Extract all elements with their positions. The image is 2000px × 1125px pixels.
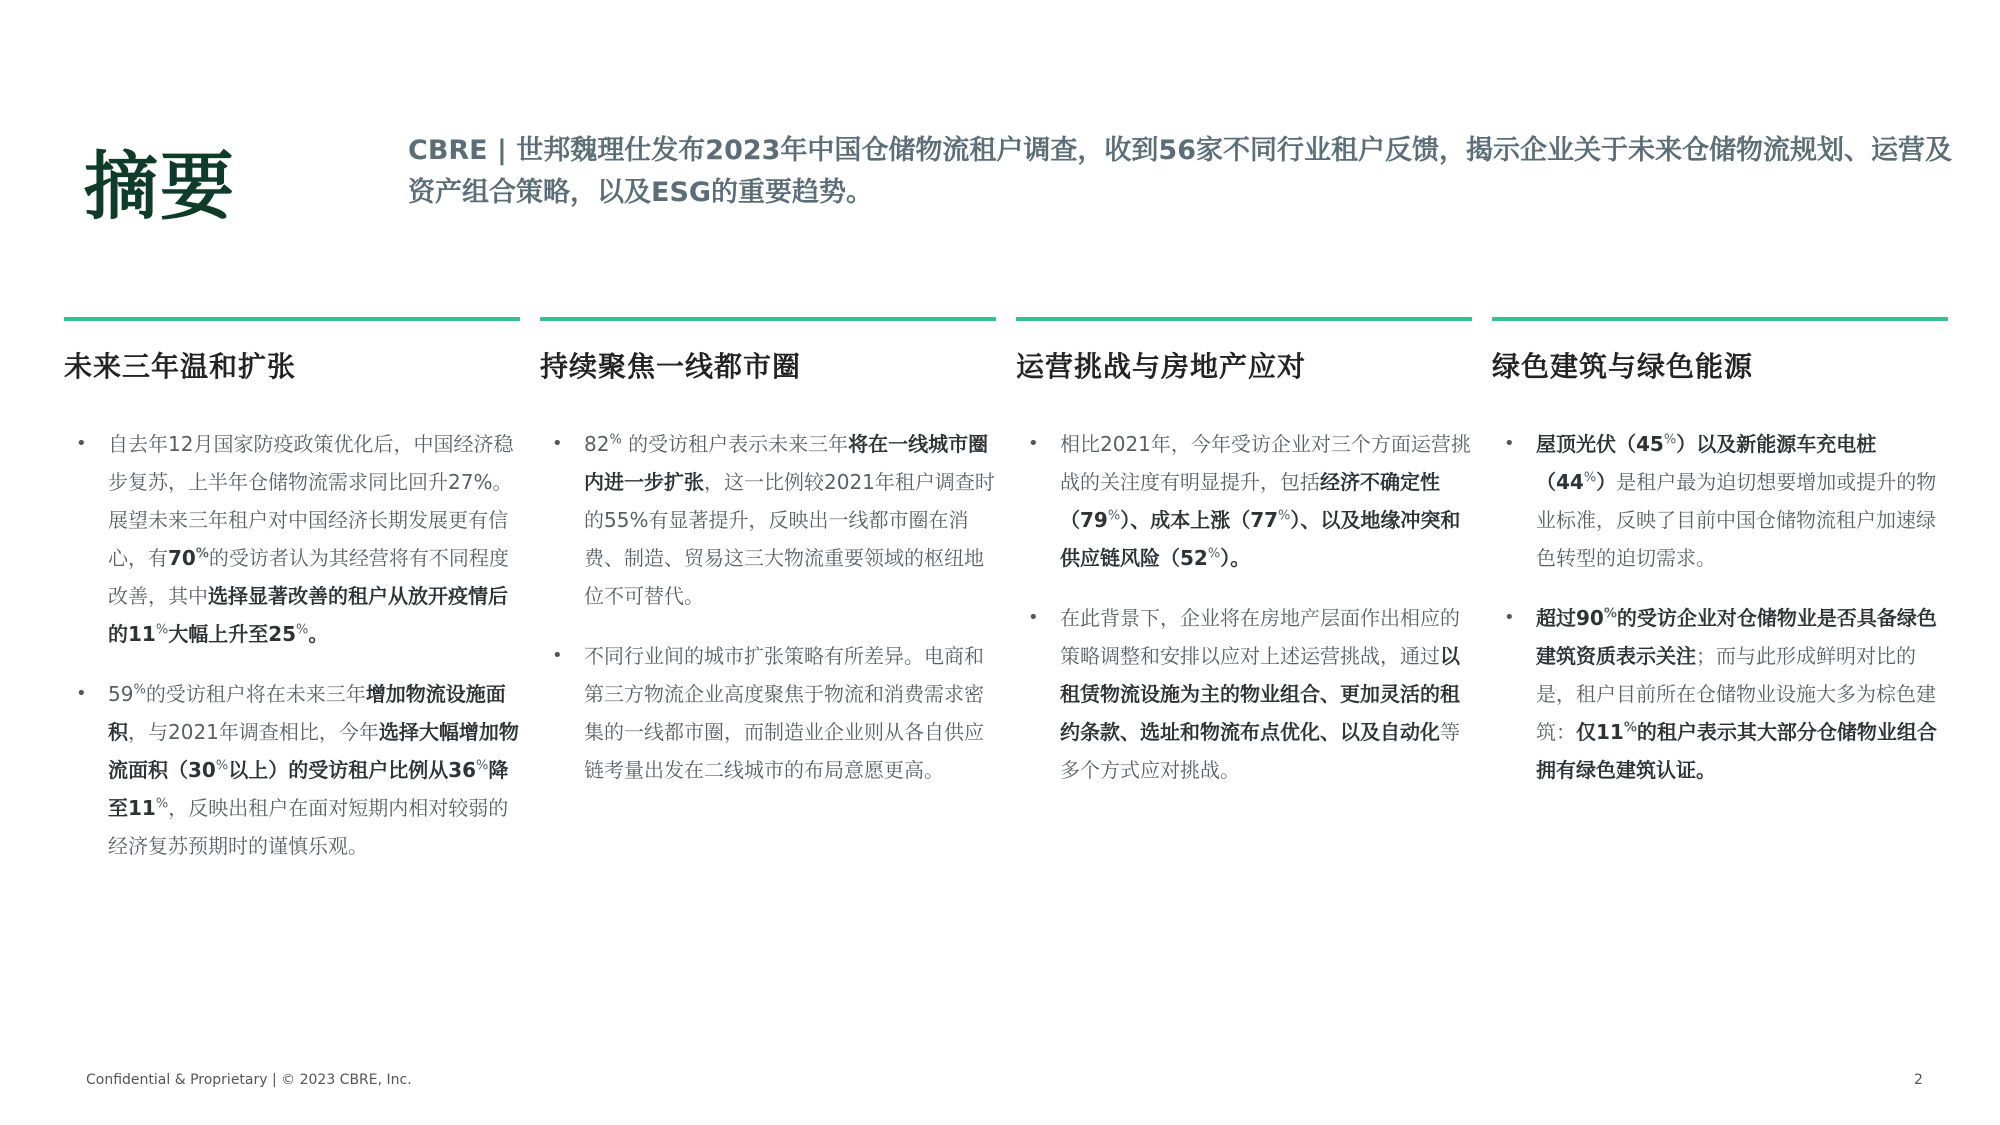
text-run: ，与2021年调查相比，今年 bbox=[128, 720, 379, 744]
bullet-dot-icon: • bbox=[1504, 433, 1515, 454]
percent-superscript: % bbox=[1107, 508, 1121, 524]
column-tier1-cities bbox=[540, 317, 996, 811]
percent-superscript: % bbox=[155, 622, 169, 638]
bold-text-run: 超过90 bbox=[1536, 606, 1604, 630]
text-run: 是租户最为迫切想要增加或提升的物业标准，反映了目前中国仓储物流租户加速绿色转型的迫切需求。 bbox=[1536, 470, 1937, 570]
bullet-list bbox=[64, 425, 520, 865]
percent-superscript: % bbox=[609, 432, 622, 448]
footer-copyright: Confidential & Proprietary | © 2023 CBRE, Inc. bbox=[86, 1072, 412, 1088]
text-run: 的受访租户表示未来三年 bbox=[621, 432, 849, 456]
text-run: ；而与此形成鲜明对比的是，租户目前所在仓储物业设施大多为棕色建筑： bbox=[1536, 644, 1936, 744]
bullet-item bbox=[1492, 599, 1948, 789]
text-run: 在此背景下，企业将在房地产层面作出相应的策略调整和安排以应对上述运营挑战，通过 bbox=[1060, 606, 1460, 668]
bullet-item bbox=[540, 637, 996, 789]
column-accent-rule bbox=[1016, 317, 1472, 321]
bullet-item bbox=[1016, 425, 1472, 577]
bold-text-run: ） bbox=[1596, 470, 1617, 494]
percent-superscript: % bbox=[195, 546, 209, 562]
column-accent-rule bbox=[540, 317, 996, 321]
bold-text-run: 70 bbox=[168, 546, 196, 570]
bold-text-run: 将在一线城市圈内进一步扩张 bbox=[584, 432, 989, 494]
bullet-dot-icon: • bbox=[76, 433, 87, 454]
percent-superscript: % bbox=[1623, 720, 1637, 736]
bullet-item bbox=[540, 425, 996, 615]
percent-superscript: % bbox=[155, 796, 169, 812]
bold-text-run: 大幅上升至25 bbox=[168, 622, 297, 646]
column-operations bbox=[1016, 317, 1472, 811]
bold-text-run: ）。 bbox=[1220, 546, 1251, 570]
text-run: 的受访者认为其经营将有不同程度改善，其中 bbox=[108, 546, 509, 608]
page-number: 2 bbox=[1914, 1072, 1923, 1088]
bold-text-run: 以上）的受访租户比例从36 bbox=[228, 758, 477, 782]
bold-text-run: 。 bbox=[308, 622, 329, 646]
text-run: 等多个方式应对挑战。 bbox=[1060, 720, 1460, 782]
column-heading: 未来三年温和扩张 bbox=[64, 350, 297, 383]
text-run: 82 bbox=[584, 432, 610, 456]
bullet-dot-icon: • bbox=[1028, 607, 1039, 628]
column-heading: 绿色建筑与绿色能源 bbox=[1492, 350, 1754, 383]
bullet-dot-icon: • bbox=[76, 683, 87, 704]
percent-superscript: % bbox=[1663, 432, 1677, 448]
percent-superscript: % bbox=[296, 622, 309, 638]
percent-superscript: % bbox=[1603, 606, 1617, 622]
bold-text-run: 降至11 bbox=[108, 758, 509, 820]
intro-text: CBRE | 世邦魏理仕发布2023年中国仓储物流租户调查，收到56家不同行业租户反馈，揭示企业关于未来仓储物流规划、运营及资产组合策略，以及ESG的重要趋势。 bbox=[408, 135, 1953, 208]
column-heading: 持续聚焦一线都市圈 bbox=[540, 350, 802, 383]
bullet-item bbox=[1492, 425, 1948, 577]
percent-superscript: % bbox=[476, 758, 489, 774]
bullet-dot-icon: • bbox=[552, 645, 563, 666]
bullet-list bbox=[1016, 425, 1472, 789]
text-run: ，反映出租户在面对短期内相对较弱的经济复苏预期时的谨慎乐观。 bbox=[108, 796, 509, 858]
bullet-list bbox=[1492, 425, 1948, 789]
bullet-item bbox=[1016, 599, 1472, 789]
text-run: ，这一比例较2021年租户调查时的55%有显著提升，反映出一线都市圈在消费、制造、贸易这三大物流重要领域的枢纽地位不可替代。 bbox=[584, 470, 995, 608]
bullet-item bbox=[64, 675, 520, 865]
column-expansion bbox=[64, 317, 520, 887]
bold-text-run: 屋顶光伏（45 bbox=[1536, 432, 1664, 456]
bullet-dot-icon: • bbox=[1504, 607, 1515, 628]
page-title: 摘要 bbox=[84, 144, 236, 230]
column-heading: 运营挑战与房地产应对 bbox=[1016, 350, 1307, 383]
text-run: 不同行业间的城市扩张策略有所差异。电商和第三方物流企业高度聚焦于物流和消费需求密集的一线都市圈，而制造业企业则从各自供应链考量出发在二线城市的布局意愿更高。 bbox=[584, 644, 984, 782]
bold-text-run: 选择大幅增加物流面积（30 bbox=[108, 720, 519, 782]
percent-superscript: % bbox=[1583, 470, 1597, 486]
column-accent-rule bbox=[64, 317, 520, 321]
bold-text-run: ）、成本上涨（77 bbox=[1120, 508, 1279, 532]
column-accent-rule bbox=[1492, 317, 1948, 321]
bullet-item bbox=[64, 425, 520, 653]
bold-text-run: 的租户表示其大部分仓储物业组合拥有绿色建筑认证。 bbox=[1536, 720, 1937, 782]
bold-text-run: 仅11 bbox=[1576, 720, 1624, 744]
bold-text-run: 经济不确定性（79 bbox=[1060, 470, 1440, 532]
bullet-dot-icon: • bbox=[1028, 433, 1039, 454]
percent-superscript: % bbox=[1207, 546, 1221, 562]
percent-superscript: % bbox=[133, 682, 146, 698]
percent-superscript: % bbox=[215, 758, 229, 774]
bold-text-run: ）、以及地缘冲突和供应链风险（52 bbox=[1060, 508, 1461, 570]
bold-text-run: 选择显著改善的租户从放开疫情后的11 bbox=[108, 584, 508, 646]
bold-text-run: 的受访企业对仓储物业是否具备绿色建筑资质表示关注 bbox=[1536, 606, 1937, 668]
bullet-list bbox=[540, 425, 996, 789]
percent-superscript: % bbox=[1278, 508, 1291, 524]
column-green-building bbox=[1492, 317, 1948, 811]
text-run: 相比2021年，今年受访企业对三个方面运营挑战的关注度有明显提升，包括 bbox=[1060, 432, 1471, 494]
bold-text-run: 增加物流设施面积 bbox=[108, 682, 506, 744]
bullet-dot-icon: • bbox=[552, 433, 563, 454]
text-run: 59 bbox=[108, 682, 134, 706]
bold-text-run: ）以及新能源车充电桩（44 bbox=[1536, 432, 1877, 494]
text-run: 的受访租户将在未来三年 bbox=[145, 682, 366, 706]
bold-text-run: 以租赁物流设施为主的物业组合、更加灵活的租约条款、选址和物流布点优化、以及自动化 bbox=[1060, 644, 1460, 744]
text-run: 自去年12月国家防疫政策优化后，中国经济稳步复苏，上半年仓储物流需求同比回升27%。展望未来三年租户对中国经济长期发展更有信心，有 bbox=[108, 432, 514, 570]
